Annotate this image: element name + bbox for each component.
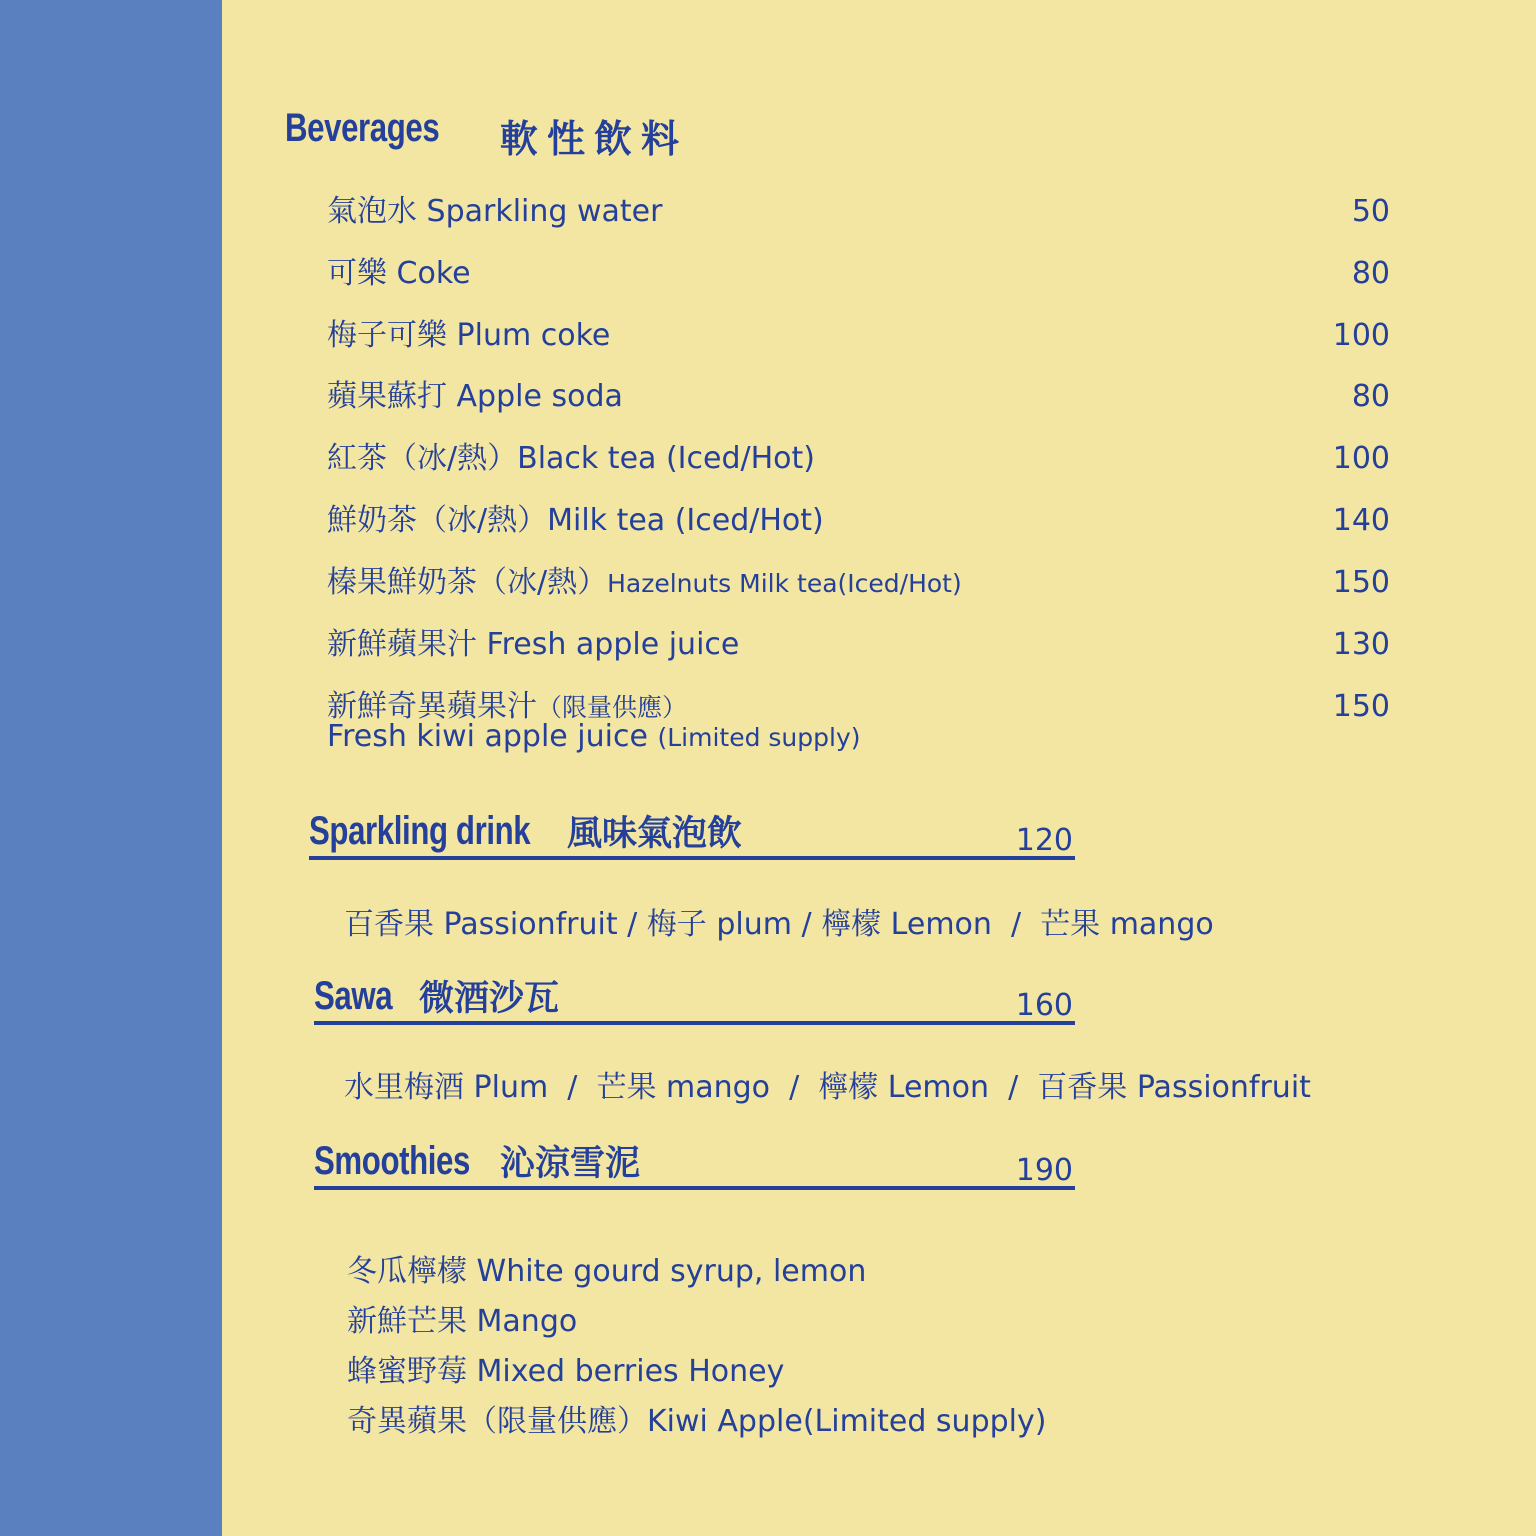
menu-item — [327, 192, 1390, 232]
menu-item-name-en: Fresh kiwi apple juice — [327, 719, 648, 754]
sawa-section-header — [314, 971, 1075, 1025]
menu-item — [327, 501, 1390, 541]
menu-item-name: 氣泡水 Sparkling water — [327, 194, 663, 229]
side-color-bar — [0, 0, 222, 1536]
menu-item — [327, 563, 1390, 603]
menu-item-name — [327, 563, 962, 604]
menu-item-name: 蘋果蘇打 Apple soda — [327, 379, 623, 414]
smoothie-item: 奇異蘋果（限量供應）Kiwi Apple(Limited supply) — [347, 1404, 1047, 1439]
menu-item — [327, 625, 1390, 665]
menu-item-note-zh: （限量供應） — [537, 693, 688, 722]
sawa-price: 160 — [1015, 988, 1073, 1023]
menu-item-note-en: (Limited supply) — [657, 723, 861, 752]
menu-item — [327, 254, 1390, 294]
menu-item-name-zh: 新鮮奇異蘋果汁 — [327, 689, 537, 724]
beverages-title-zh: 軟性飲料 — [500, 117, 689, 161]
sparkling-title-en: Sparkling drink — [309, 809, 531, 853]
menu-item-price: 50 — [1351, 194, 1390, 229]
sparkling-flavours: 百香果 Passionfruit / 梅子 plum / 檸檬 Lemon / 芒果 mango — [344, 907, 1214, 942]
smoothies-title-zh: 沁涼雪泥 — [500, 1144, 641, 1184]
smoothie-item: 冬瓜檸檬 White gourd syrup, lemon — [347, 1254, 867, 1289]
menu-item-price: 100 — [1332, 318, 1390, 353]
menu-item — [327, 377, 1390, 417]
menu-item-price: 80 — [1351, 256, 1390, 291]
menu-item-name: 紅茶（冰/熱）Black tea (Iced/Hot) — [327, 441, 815, 476]
sawa-title-zh: 微酒沙瓦 — [419, 979, 560, 1019]
sparkling-price: 120 — [1015, 823, 1073, 858]
menu-item-name-en-line — [327, 717, 861, 758]
menu-item-price: 130 — [1332, 627, 1390, 662]
menu-item-name-en: Hazelnuts Milk tea(Iced/Hot) — [607, 569, 962, 598]
menu-item-name: 鮮奶茶（冰/熱）Milk tea (Iced/Hot) — [327, 503, 824, 538]
menu-item-name-zh: 榛果鮮奶茶（冰/熱） — [327, 565, 608, 600]
smoothie-item: 蜂蜜野莓 Mixed berries Honey — [347, 1354, 785, 1389]
smoothie-item: 新鮮芒果 Mango — [347, 1304, 578, 1339]
smoothies-title-en: Smoothies — [314, 1139, 470, 1183]
menu-item-price: 150 — [1332, 565, 1390, 600]
menu-item — [327, 316, 1390, 356]
menu-item-price: 140 — [1332, 503, 1390, 538]
smoothies-section-header — [314, 1136, 1075, 1190]
menu-item-price: 80 — [1351, 379, 1390, 414]
sawa-title-en: Sawa — [314, 974, 393, 1018]
menu-item-name: 可樂 Coke — [327, 256, 471, 291]
menu-item-name: 新鮮蘋果汁 Fresh apple juice — [327, 627, 740, 662]
sparkling-section-header — [309, 806, 1075, 860]
menu-item — [327, 439, 1390, 479]
menu-item-price: 100 — [1332, 441, 1390, 476]
menu-item-price: 150 — [1332, 689, 1390, 724]
sparkling-title-zh: 風味氣泡飲 — [567, 814, 743, 854]
beverages-title-en: Beverages — [285, 106, 440, 150]
menu-item-name: 梅子可樂 Plum coke — [327, 318, 611, 353]
sawa-flavours: 水里梅酒 Plum / 芒果 mango / 檸檬 Lemon / 百香果 Passionfruit — [344, 1070, 1311, 1105]
smoothies-price: 190 — [1015, 1153, 1073, 1188]
